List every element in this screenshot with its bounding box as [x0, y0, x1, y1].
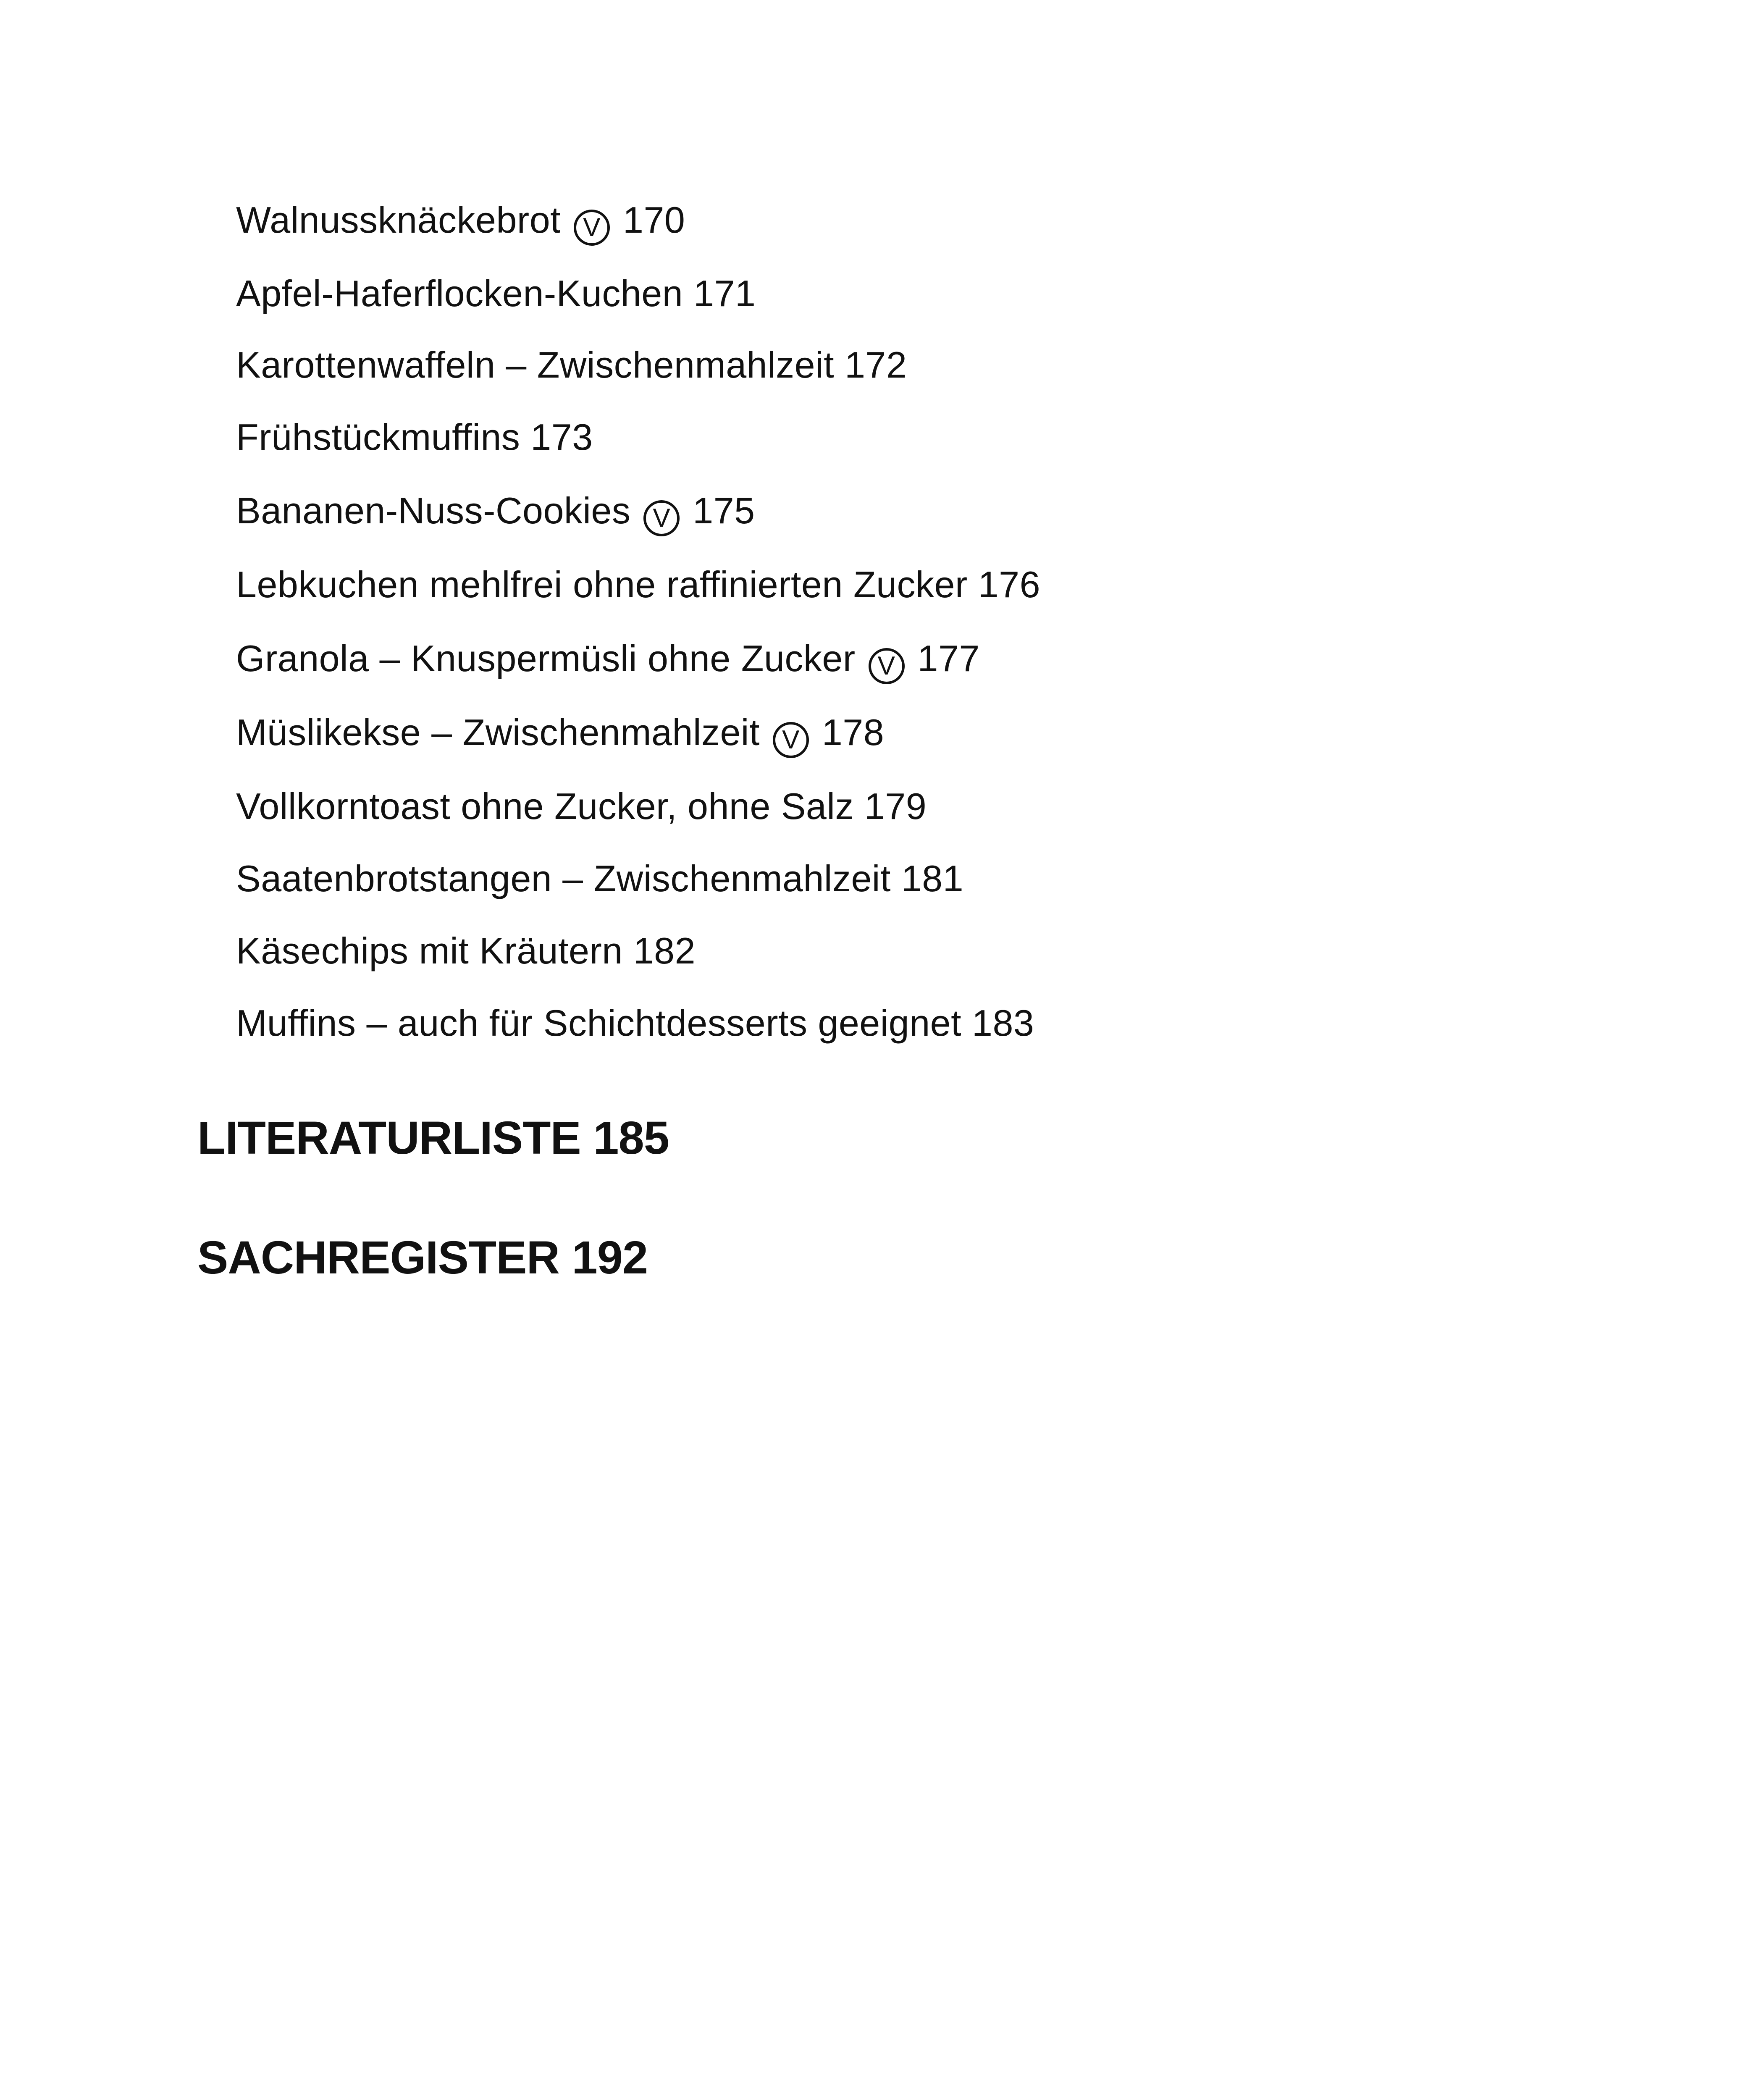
entry-title: Saatenbrotstangen – Zwischenmahlzeit — [236, 858, 891, 899]
vegan-icon: V — [773, 722, 809, 758]
entry-title: Bananen-Nuss-Cookies — [236, 490, 631, 531]
section-page: 185 — [593, 1112, 669, 1164]
section-title: LITERATURLISTE — [197, 1112, 581, 1164]
toc-entry[interactable] — [236, 932, 696, 969]
section-title: SACHREGISTER — [197, 1232, 559, 1284]
entry-page: 177 — [917, 638, 980, 679]
vegan-icon: V — [643, 500, 680, 536]
toc-entry[interactable] — [236, 344, 907, 386]
entry-page: 183 — [972, 1002, 1034, 1044]
entry-page: 178 — [822, 711, 885, 753]
toc-section[interactable] — [197, 1232, 648, 1284]
entry-title: Käsechips mit Kräutern — [236, 930, 623, 971]
entry-title: Karottenwaffeln – Zwischenmahlzeit — [236, 344, 835, 386]
toc-entry[interactable] — [236, 640, 980, 684]
toc-entry[interactable] — [236, 566, 1040, 603]
entry-page: 179 — [864, 785, 927, 827]
toc-entry[interactable] — [236, 199, 685, 246]
entry-title: Muffins – auch für Schichtdesserts geeignet — [236, 1002, 962, 1044]
entry-title: Granola – Knuspermüsli ohne Zucker — [236, 638, 856, 679]
entry-page: 181 — [901, 858, 964, 899]
entry-page: 171 — [693, 273, 756, 314]
entry-title: Apfel-Haferflocken-Kuchen — [236, 273, 683, 314]
entry-title: Frühstückmuffins — [236, 416, 520, 458]
entry-page: 173 — [530, 416, 593, 458]
entry-page: 170 — [623, 199, 685, 241]
toc-section[interactable] — [197, 1112, 669, 1164]
toc-entry[interactable] — [236, 416, 593, 458]
entry-page: 175 — [693, 490, 755, 531]
toc-entry[interactable] — [236, 1002, 1034, 1044]
toc-entry[interactable] — [236, 785, 927, 827]
entry-page: 176 — [978, 564, 1041, 605]
vegan-icon: V — [869, 648, 905, 684]
toc-entry[interactable] — [236, 492, 755, 536]
section-page: 192 — [572, 1232, 648, 1284]
toc-entry[interactable] — [236, 711, 885, 758]
entry-title: Walnussknäckebrot — [236, 199, 561, 241]
entry-title: Müslikekse – Zwischenmahlzeit — [236, 711, 760, 753]
entry-page: 172 — [845, 344, 907, 386]
entry-title: Lebkuchen mehlfrei ohne raffinierten Zucker — [236, 564, 968, 605]
entry-page: 182 — [633, 930, 696, 971]
toc-entry[interactable] — [236, 860, 963, 897]
toc-entry[interactable] — [236, 275, 756, 312]
entry-title: Vollkorntoast ohne Zucker, ohne Salz — [236, 785, 854, 827]
vegan-icon: V — [574, 210, 610, 246]
